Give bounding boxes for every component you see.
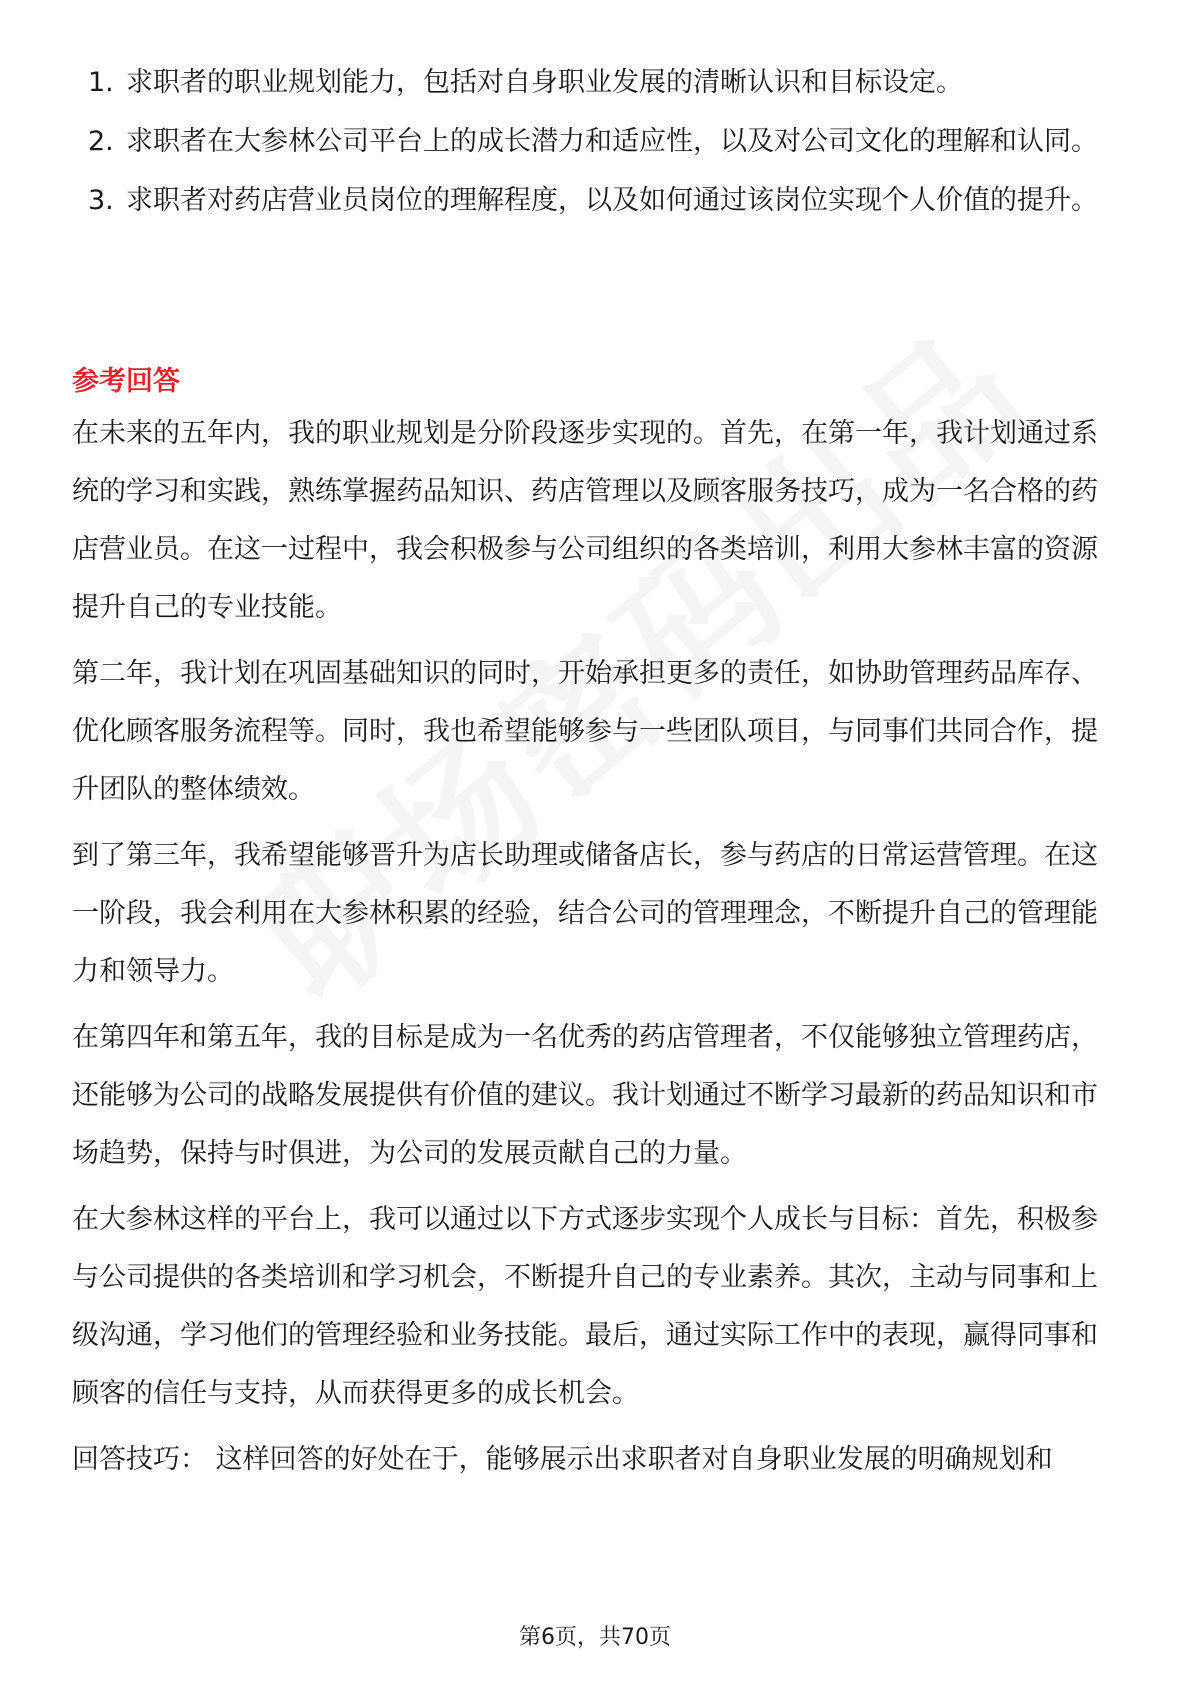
list-item-number: 3. xyxy=(88,185,114,216)
list-item xyxy=(80,114,1110,169)
answer-paragraph-year-one: 在未来的五年内，我的职业规划是分阶段逐步实现的。首先，在第一年，我计划通过系统的学习和实践，熟练掌握药品知识、药店管理以及顾客服务技巧，成为一名合格的药店营业员。在这一过程中，我会积极参与公司组织的各类培训，利用大参林丰富的资源提升自己的专业技能。 xyxy=(72,418,1098,623)
list-item xyxy=(80,55,1110,110)
page-number-footer: 第6页，共70页 xyxy=(519,1625,671,1650)
answer-tips-paragraph: 回答技巧： 这样回答的好处在于，能够展示出求职者对自身职业发展的明确规划和 xyxy=(72,1444,1053,1475)
list-item-text: 求职者对药店营业员岗位的理解程度，以及如何通过该岗位实现个人价值的提升。 xyxy=(126,185,1098,216)
list-item-text: 求职者的职业规划能力，包括对自身职业发展的清晰认识和目标设定。 xyxy=(126,67,963,98)
list-item xyxy=(80,173,1110,228)
answer-paragraph-year-three: 到了第三年，我希望能够晋升为店长助理或储备店长，参与药店的日常运营管理。在这一阶段，我会利用在大参林积累的经验，结合公司的管理理念，不断提升自己的管理能力和领导力。 xyxy=(72,840,1098,987)
list-item-number: 1. xyxy=(88,67,114,98)
answer-paragraph-year-two: 第二年，我计划在巩固基础知识的同时，开始承担更多的责任，如协助管理药品库存、优化顾客服务流程等。同时，我也希望能够参与一些团队项目，与同事们共同合作，提升团队的整体绩效。 xyxy=(72,658,1098,805)
answer-paragraph-years-four-five: 在第四年和第五年，我的目标是成为一名优秀的药店管理者，不仅能够独立管理药店，还能够为公司的战略发展提供有价值的建议。我计划通过不断学习最新的药品知识和市场趋势，保持与时俱进，为公司的发展贡献自己的力量。 xyxy=(72,1022,1098,1169)
evaluation-criteria-list xyxy=(80,55,1110,232)
answer-paragraph-growth: 在大参林这样的平台上，我可以通过以下方式逐步实现个人成长与目标：首先，积极参与公司提供的各类培训和学习机会，不断提升自己的专业素养。其次，主动与同事和上级沟通，学习他们的管理经验和业务技能。最后，通过实际工作中的表现，赢得同事和顾客的信任与支持，从而获得更多的成长机会。 xyxy=(72,1204,1098,1409)
list-item-number: 2. xyxy=(88,126,114,157)
section-heading: 参考回答 xyxy=(72,366,180,397)
list-item-text: 求职者在大参林公司平台上的成长潜力和适应性，以及对公司文化的理解和认同。 xyxy=(126,126,1098,157)
